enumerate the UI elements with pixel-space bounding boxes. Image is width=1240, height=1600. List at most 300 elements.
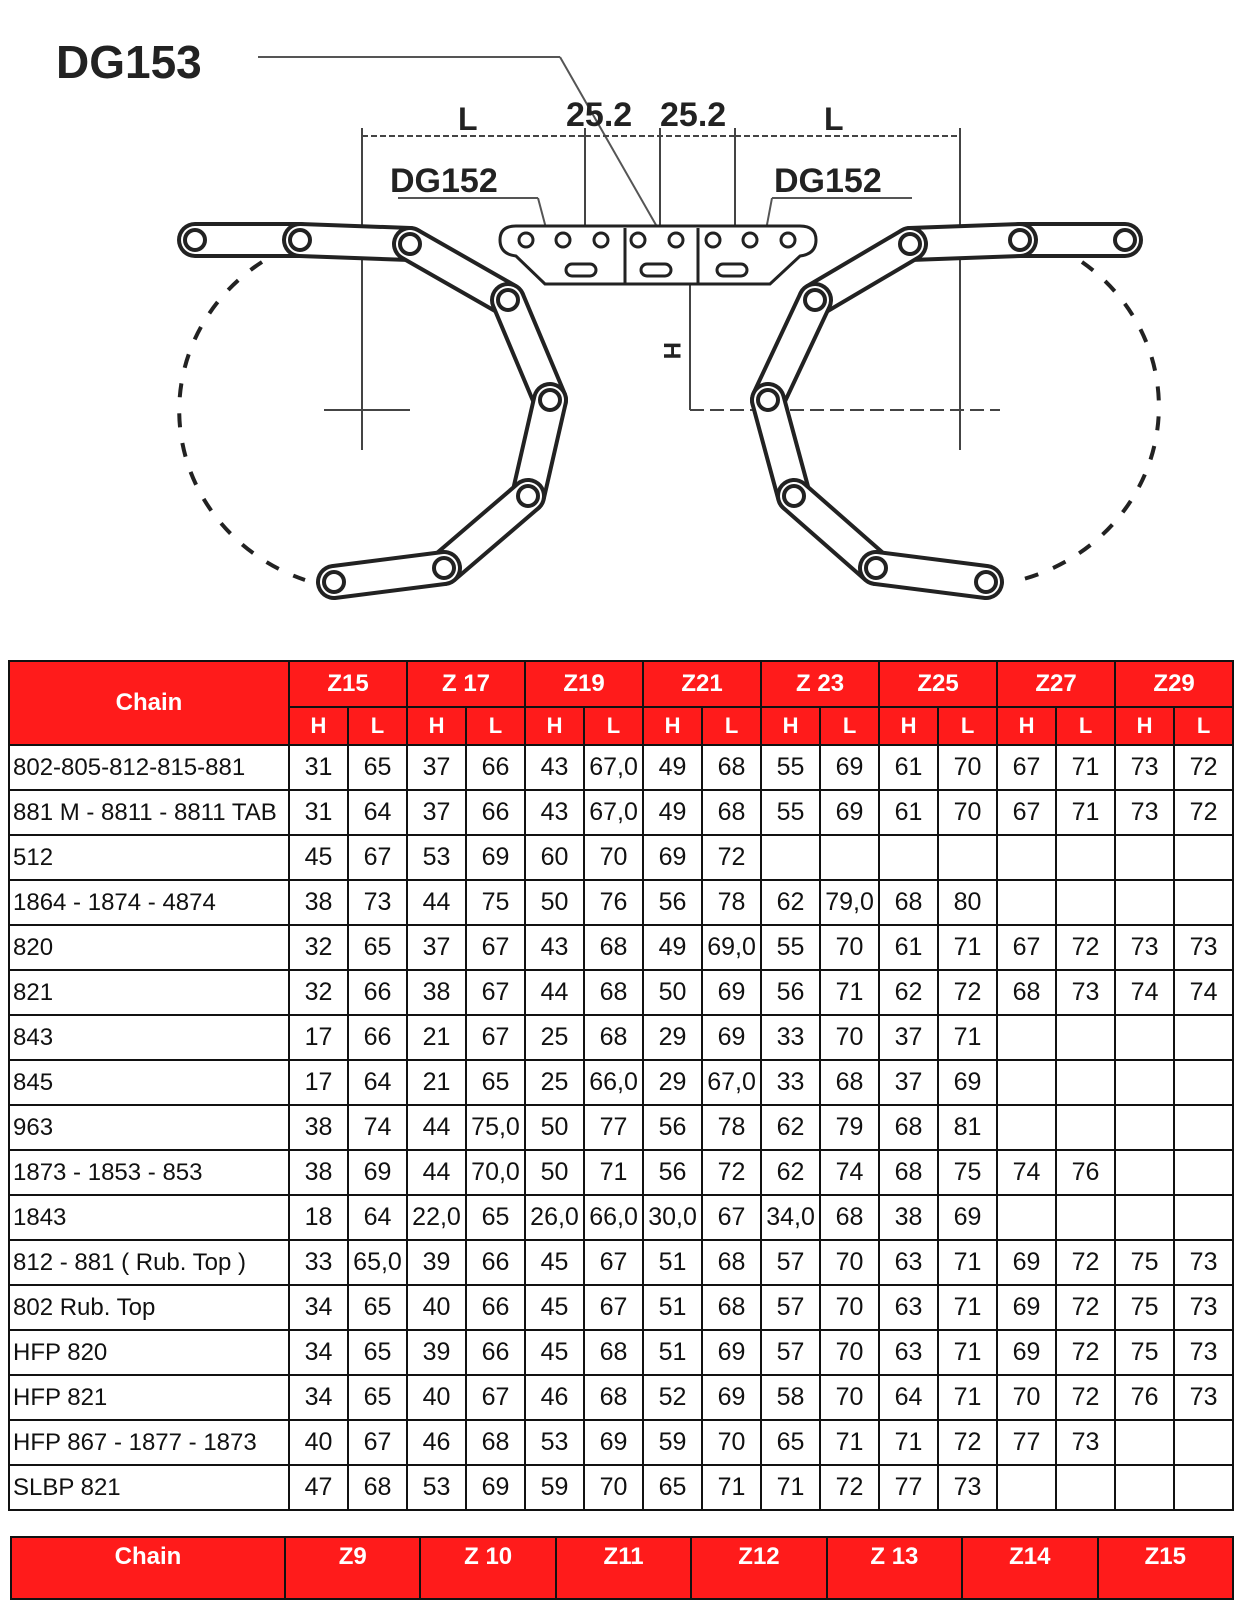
h-value-cell: 44 (407, 1105, 466, 1150)
h-value-cell (997, 1465, 1056, 1510)
l-value-cell: 80 (938, 880, 997, 925)
h-value-cell: 57 (761, 1330, 820, 1375)
l-value-cell: 66,0 (584, 1060, 643, 1105)
dim-L-right: L (824, 101, 844, 137)
chain-name-cell: HFP 821 (9, 1375, 289, 1420)
l-value-cell: 67 (466, 970, 525, 1015)
sprocket-circle-right (1020, 262, 1159, 580)
h-value-cell: 34,0 (761, 1195, 820, 1240)
l-value-cell: 68 (348, 1465, 407, 1510)
diagram-title: DG153 (56, 36, 202, 88)
size-header-2: Z9 (285, 1537, 420, 1599)
h-value-cell: 29 (643, 1015, 702, 1060)
h-value-cell: 21 (407, 1060, 466, 1105)
h-header: H (1115, 707, 1174, 745)
chain-name-cell: 963 (9, 1105, 289, 1150)
h-value-cell: 44 (525, 970, 584, 1015)
chain-diagram (0, 0, 1240, 640)
table-row (9, 1465, 1233, 1510)
h-value-cell: 37 (407, 745, 466, 790)
h-value-cell: 58 (761, 1375, 820, 1420)
h-value-cell: 50 (525, 880, 584, 925)
h-value-cell: 25 (525, 1060, 584, 1105)
table-row (9, 1420, 1233, 1465)
l-value-cell (1174, 1060, 1233, 1105)
h-value-cell: 32 (289, 925, 348, 970)
l-value-cell: 71 (584, 1150, 643, 1195)
l-value-cell: 72 (820, 1465, 879, 1510)
h-value-cell (997, 835, 1056, 880)
l-value-cell: 74 (348, 1105, 407, 1150)
h-value-cell: 38 (407, 970, 466, 1015)
l-value-cell (1056, 1195, 1115, 1240)
l-value-cell: 67,0 (584, 745, 643, 790)
l-value-cell: 68 (702, 790, 761, 835)
l-value-cell: 70 (820, 1240, 879, 1285)
table-row (9, 1015, 1233, 1060)
h-value-cell: 43 (525, 745, 584, 790)
l-value-cell: 66 (348, 1015, 407, 1060)
h-value-cell (1115, 1060, 1174, 1105)
h-value-cell: 55 (761, 745, 820, 790)
h-value-cell (1115, 835, 1174, 880)
h-value-cell: 56 (643, 880, 702, 925)
h-value-cell: 33 (761, 1060, 820, 1105)
h-header: H (525, 707, 584, 745)
l-value-cell: 70 (820, 925, 879, 970)
l-value-cell: 73 (1174, 1240, 1233, 1285)
size-header-2: Z11 (556, 1537, 691, 1599)
l-value-cell (1056, 835, 1115, 880)
l-value-cell: 67 (702, 1195, 761, 1240)
l-value-cell: 66 (466, 1240, 525, 1285)
chain-name-cell: 881 M - 8811 - 8811 TAB (9, 790, 289, 835)
size-header-2: Z12 (691, 1537, 826, 1599)
l-value-cell: 75 (466, 880, 525, 925)
h-value-cell: 67 (997, 790, 1056, 835)
h-value-cell: 40 (289, 1420, 348, 1465)
h-value-cell: 51 (643, 1285, 702, 1330)
h-value-cell: 38 (289, 1150, 348, 1195)
h-value-cell: 69 (643, 835, 702, 880)
h-value-cell: 68 (879, 1150, 938, 1195)
h-value-cell: 69 (997, 1330, 1056, 1375)
h-value-cell (879, 835, 938, 880)
l-value-cell: 71 (1056, 790, 1115, 835)
chain-name-cell: 512 (9, 835, 289, 880)
size-header: Z27 (997, 661, 1115, 707)
h-value-cell: 50 (643, 970, 702, 1015)
l-value-cell: 70 (820, 1015, 879, 1060)
l-value-cell (820, 835, 879, 880)
size-header-2: Z15 (1098, 1537, 1233, 1599)
chain-name-cell: HFP 820 (9, 1330, 289, 1375)
h-value-cell: 34 (289, 1285, 348, 1330)
h-value-cell: 22,0 (407, 1195, 466, 1240)
dim-H: H (658, 342, 685, 360)
h-value-cell: 37 (407, 925, 466, 970)
h-value-cell: 63 (879, 1240, 938, 1285)
l-value-cell: 64 (348, 790, 407, 835)
l-value-cell: 68 (820, 1060, 879, 1105)
l-header: L (1056, 707, 1115, 745)
h-value-cell: 51 (643, 1240, 702, 1285)
h-value-cell: 71 (761, 1465, 820, 1510)
h-value-cell (997, 1060, 1056, 1105)
h-value-cell: 39 (407, 1330, 466, 1375)
l-value-cell (1174, 1150, 1233, 1195)
h-value-cell (997, 1195, 1056, 1240)
l-value-cell: 69,0 (702, 925, 761, 970)
h-value-cell: 73 (1115, 790, 1174, 835)
l-value-cell: 78 (702, 880, 761, 925)
l-header: L (466, 707, 525, 745)
l-value-cell: 68 (584, 925, 643, 970)
h-value-cell: 64 (879, 1375, 938, 1420)
h-value-cell: 49 (643, 790, 702, 835)
sprocket-circle-left (179, 262, 305, 580)
l-value-cell: 74 (1174, 970, 1233, 1015)
h-value-cell: 74 (1115, 970, 1174, 1015)
l-header: L (584, 707, 643, 745)
chain-name-cell: 821 (9, 970, 289, 1015)
l-value-cell: 69 (820, 745, 879, 790)
chain-dimension-table-2 (10, 1536, 1234, 1600)
h-value-cell: 56 (761, 970, 820, 1015)
l-value-cell: 70 (584, 835, 643, 880)
l-value-cell: 71 (938, 1330, 997, 1375)
l-value-cell: 71 (938, 1285, 997, 1330)
l-value-cell: 68 (584, 1330, 643, 1375)
h-value-cell: 34 (289, 1375, 348, 1420)
h-value-cell: 56 (643, 1150, 702, 1195)
l-value-cell: 67,0 (584, 790, 643, 835)
l-header: L (820, 707, 879, 745)
l-value-cell: 68 (702, 1285, 761, 1330)
chain-name-cell: SLBP 821 (9, 1465, 289, 1510)
h-value-cell: 45 (289, 835, 348, 880)
h-value-cell: 55 (761, 790, 820, 835)
l-value-cell: 69 (702, 1375, 761, 1420)
l-value-cell: 67 (466, 925, 525, 970)
h-value-cell: 33 (289, 1240, 348, 1285)
h-value-cell: 74 (997, 1150, 1056, 1195)
l-value-cell: 79,0 (820, 880, 879, 925)
l-value-cell: 73 (1056, 1420, 1115, 1465)
h-value-cell: 68 (879, 880, 938, 925)
h-value-cell: 71 (879, 1420, 938, 1465)
h-value-cell: 68 (879, 1105, 938, 1150)
size-header: Z 17 (407, 661, 525, 707)
table-row (9, 1330, 1233, 1375)
h-value-cell: 43 (525, 790, 584, 835)
label-dg152-left: DG152 (390, 162, 498, 200)
table-row (9, 835, 1233, 880)
l-value-cell: 75 (938, 1150, 997, 1195)
chain-name-cell: 1873 - 1853 - 853 (9, 1150, 289, 1195)
l-value-cell: 69 (820, 790, 879, 835)
h-value-cell (1115, 1465, 1174, 1510)
l-value-cell (1056, 1465, 1115, 1510)
l-value-cell: 73 (348, 880, 407, 925)
h-header: H (997, 707, 1056, 745)
table-body (9, 745, 1233, 1510)
h-value-cell (1115, 1015, 1174, 1060)
h-value-cell (997, 1105, 1056, 1150)
l-value-cell (1174, 880, 1233, 925)
h-header: H (643, 707, 702, 745)
h-value-cell: 62 (761, 880, 820, 925)
l-value-cell: 69 (584, 1420, 643, 1465)
l-value-cell: 67 (584, 1240, 643, 1285)
h-value-cell (1115, 880, 1174, 925)
l-value-cell: 68 (820, 1195, 879, 1240)
dim-pitch-left: 25.2 (566, 96, 633, 134)
l-value-cell: 68 (702, 1240, 761, 1285)
l-value-cell: 69 (466, 1465, 525, 1510)
l-value-cell: 70 (938, 745, 997, 790)
h-value-cell (997, 880, 1056, 925)
h-value-cell: 62 (879, 970, 938, 1015)
l-header: L (702, 707, 761, 745)
l-value-cell: 74 (820, 1150, 879, 1195)
h-value-cell: 31 (289, 790, 348, 835)
l-value-cell: 65,0 (348, 1240, 407, 1285)
h-value-cell (761, 835, 820, 880)
h-value-cell: 70 (997, 1375, 1056, 1420)
h-value-cell: 44 (407, 880, 466, 925)
l-value-cell (1056, 880, 1115, 925)
dim-pitch-right: 25.2 (660, 96, 727, 134)
h-value-cell: 45 (525, 1285, 584, 1330)
l-value-cell (1174, 1015, 1233, 1060)
size-header-2: Z 13 (827, 1537, 962, 1599)
h-value-cell: 65 (643, 1465, 702, 1510)
h-value-cell: 47 (289, 1465, 348, 1510)
h-value-cell: 25 (525, 1015, 584, 1060)
table-row (9, 1240, 1233, 1285)
l-value-cell: 69 (466, 835, 525, 880)
l-value-cell: 72 (702, 1150, 761, 1195)
h-value-cell: 37 (407, 790, 466, 835)
l-value-cell: 73 (1174, 925, 1233, 970)
l-value-cell: 71 (938, 1375, 997, 1420)
table-row (9, 745, 1233, 790)
l-value-cell (1056, 1015, 1115, 1060)
h-value-cell: 77 (879, 1465, 938, 1510)
l-value-cell: 70 (584, 1465, 643, 1510)
chain-dimension-table (8, 660, 1234, 1511)
h-value-cell: 73 (1115, 745, 1174, 790)
h-header: H (289, 707, 348, 745)
h-value-cell: 18 (289, 1195, 348, 1240)
h-value-cell: 60 (525, 835, 584, 880)
h-value-cell: 68 (997, 970, 1056, 1015)
h-value-cell: 63 (879, 1285, 938, 1330)
l-value-cell: 81 (938, 1105, 997, 1150)
l-value-cell: 72 (702, 835, 761, 880)
h-value-cell: 53 (525, 1420, 584, 1465)
l-value-cell: 67 (348, 1420, 407, 1465)
l-value-cell: 73 (1174, 1375, 1233, 1420)
l-value-cell: 65 (348, 925, 407, 970)
h-value-cell: 21 (407, 1015, 466, 1060)
l-value-cell: 71 (938, 925, 997, 970)
l-value-cell: 79 (820, 1105, 879, 1150)
chain-header: Chain (9, 661, 289, 745)
h-value-cell: 67 (997, 925, 1056, 970)
table-row (9, 1060, 1233, 1105)
l-value-cell: 70 (820, 1375, 879, 1420)
h-value-cell: 40 (407, 1375, 466, 1420)
l-value-cell: 72 (1174, 790, 1233, 835)
h-value-cell: 62 (761, 1150, 820, 1195)
h-value-cell: 75 (1115, 1330, 1174, 1375)
l-value-cell: 77 (584, 1105, 643, 1150)
h-value-cell: 43 (525, 925, 584, 970)
l-value-cell: 78 (702, 1105, 761, 1150)
l-value-cell: 72 (1174, 745, 1233, 790)
l-value-cell: 76 (1056, 1150, 1115, 1195)
l-value-cell: 65 (348, 745, 407, 790)
l-value-cell: 67 (466, 1375, 525, 1420)
l-value-cell: 69 (702, 1015, 761, 1060)
transfer-plate (500, 226, 816, 284)
l-value-cell (1174, 1465, 1233, 1510)
table-row (9, 925, 1233, 970)
h-value-cell (1115, 1150, 1174, 1195)
table-row (9, 880, 1233, 925)
l-value-cell: 67 (466, 1015, 525, 1060)
l-value-cell: 67 (584, 1285, 643, 1330)
l-value-cell (1174, 1420, 1233, 1465)
l-value-cell: 72 (1056, 1240, 1115, 1285)
h-value-cell (1115, 1105, 1174, 1150)
l-value-cell: 71 (702, 1465, 761, 1510)
l-value-cell: 65 (348, 1285, 407, 1330)
h-header: H (407, 707, 466, 745)
h-value-cell: 37 (879, 1060, 938, 1105)
h-header: H (761, 707, 820, 745)
h-value-cell: 55 (761, 925, 820, 970)
h-value-cell: 50 (525, 1150, 584, 1195)
size-header: Z15 (289, 661, 407, 707)
l-value-cell: 72 (938, 1420, 997, 1465)
l-value-cell: 72 (1056, 1330, 1115, 1375)
h-value-cell: 77 (997, 1420, 1056, 1465)
l-value-cell: 72 (938, 970, 997, 1015)
chain-name-cell: 845 (9, 1060, 289, 1105)
l-value-cell: 71 (820, 1420, 879, 1465)
l-value-cell: 69 (702, 970, 761, 1015)
h-value-cell (997, 1015, 1056, 1060)
table-row (9, 1285, 1233, 1330)
h-value-cell: 53 (407, 835, 466, 880)
l-value-cell: 66 (466, 790, 525, 835)
h-value-cell: 32 (289, 970, 348, 1015)
h-value-cell (1115, 1195, 1174, 1240)
table-row (9, 1105, 1233, 1150)
l-value-cell: 66 (466, 745, 525, 790)
h-value-cell: 52 (643, 1375, 702, 1420)
l-value-cell: 69 (938, 1060, 997, 1105)
h-value-cell: 38 (879, 1195, 938, 1240)
table-row (9, 790, 1233, 835)
table-row (9, 1195, 1233, 1240)
l-value-cell: 65 (348, 1375, 407, 1420)
size-header-row-2 (11, 1537, 1233, 1599)
l-value-cell (1174, 835, 1233, 880)
h-value-cell: 33 (761, 1015, 820, 1060)
h-value-cell: 50 (525, 1105, 584, 1150)
l-value-cell: 68 (702, 745, 761, 790)
chain-name-cell: 1864 - 1874 - 4874 (9, 880, 289, 925)
h-value-cell: 39 (407, 1240, 466, 1285)
h-value-cell: 49 (643, 925, 702, 970)
h-value-cell: 30,0 (643, 1195, 702, 1240)
h-value-cell: 26,0 (525, 1195, 584, 1240)
chain-name-cell: 802 Rub. Top (9, 1285, 289, 1330)
h-value-cell: 53 (407, 1465, 466, 1510)
h-value-cell: 46 (525, 1375, 584, 1420)
h-value-cell: 37 (879, 1015, 938, 1060)
l-value-cell (1056, 1060, 1115, 1105)
l-value-cell: 70 (702, 1420, 761, 1465)
h-value-cell: 65 (761, 1420, 820, 1465)
h-value-cell: 51 (643, 1330, 702, 1375)
l-value-cell: 64 (348, 1195, 407, 1240)
size-header: Z25 (879, 661, 997, 707)
l-value-cell (1056, 1105, 1115, 1150)
l-value-cell: 66,0 (584, 1195, 643, 1240)
l-value-cell: 73 (1174, 1330, 1233, 1375)
table-row (9, 1375, 1233, 1420)
l-value-cell: 69 (938, 1195, 997, 1240)
h-value-cell: 49 (643, 745, 702, 790)
l-value-cell: 71 (1056, 745, 1115, 790)
l-header: L (348, 707, 407, 745)
h-value-cell: 29 (643, 1060, 702, 1105)
h-value-cell: 61 (879, 925, 938, 970)
h-value-cell: 17 (289, 1015, 348, 1060)
h-value-cell: 56 (643, 1105, 702, 1150)
h-value-cell: 61 (879, 790, 938, 835)
label-dg152-right: DG152 (774, 162, 882, 200)
l-value-cell: 70 (820, 1330, 879, 1375)
h-value-cell: 62 (761, 1105, 820, 1150)
h-value-cell: 40 (407, 1285, 466, 1330)
l-value-cell: 68 (584, 970, 643, 1015)
h-value-cell: 34 (289, 1330, 348, 1375)
h-value-cell: 63 (879, 1330, 938, 1375)
l-value-cell (938, 835, 997, 880)
h-value-cell: 31 (289, 745, 348, 790)
chain-name-cell: 812 - 881 ( Rub. Top ) (9, 1240, 289, 1285)
l-value-cell: 66 (348, 970, 407, 1015)
h-value-cell: 76 (1115, 1375, 1174, 1420)
h-value-cell: 75 (1115, 1285, 1174, 1330)
l-value-cell: 75,0 (466, 1105, 525, 1150)
l-value-cell: 67 (348, 835, 407, 880)
l-value-cell: 72 (1056, 1285, 1115, 1330)
l-value-cell (1174, 1105, 1233, 1150)
h-value-cell: 73 (1115, 925, 1174, 970)
chain-name-cell: 1843 (9, 1195, 289, 1240)
table-row (9, 1150, 1233, 1195)
size-header-row (9, 661, 1233, 707)
h-value-cell: 61 (879, 745, 938, 790)
chain-name-cell: 820 (9, 925, 289, 970)
